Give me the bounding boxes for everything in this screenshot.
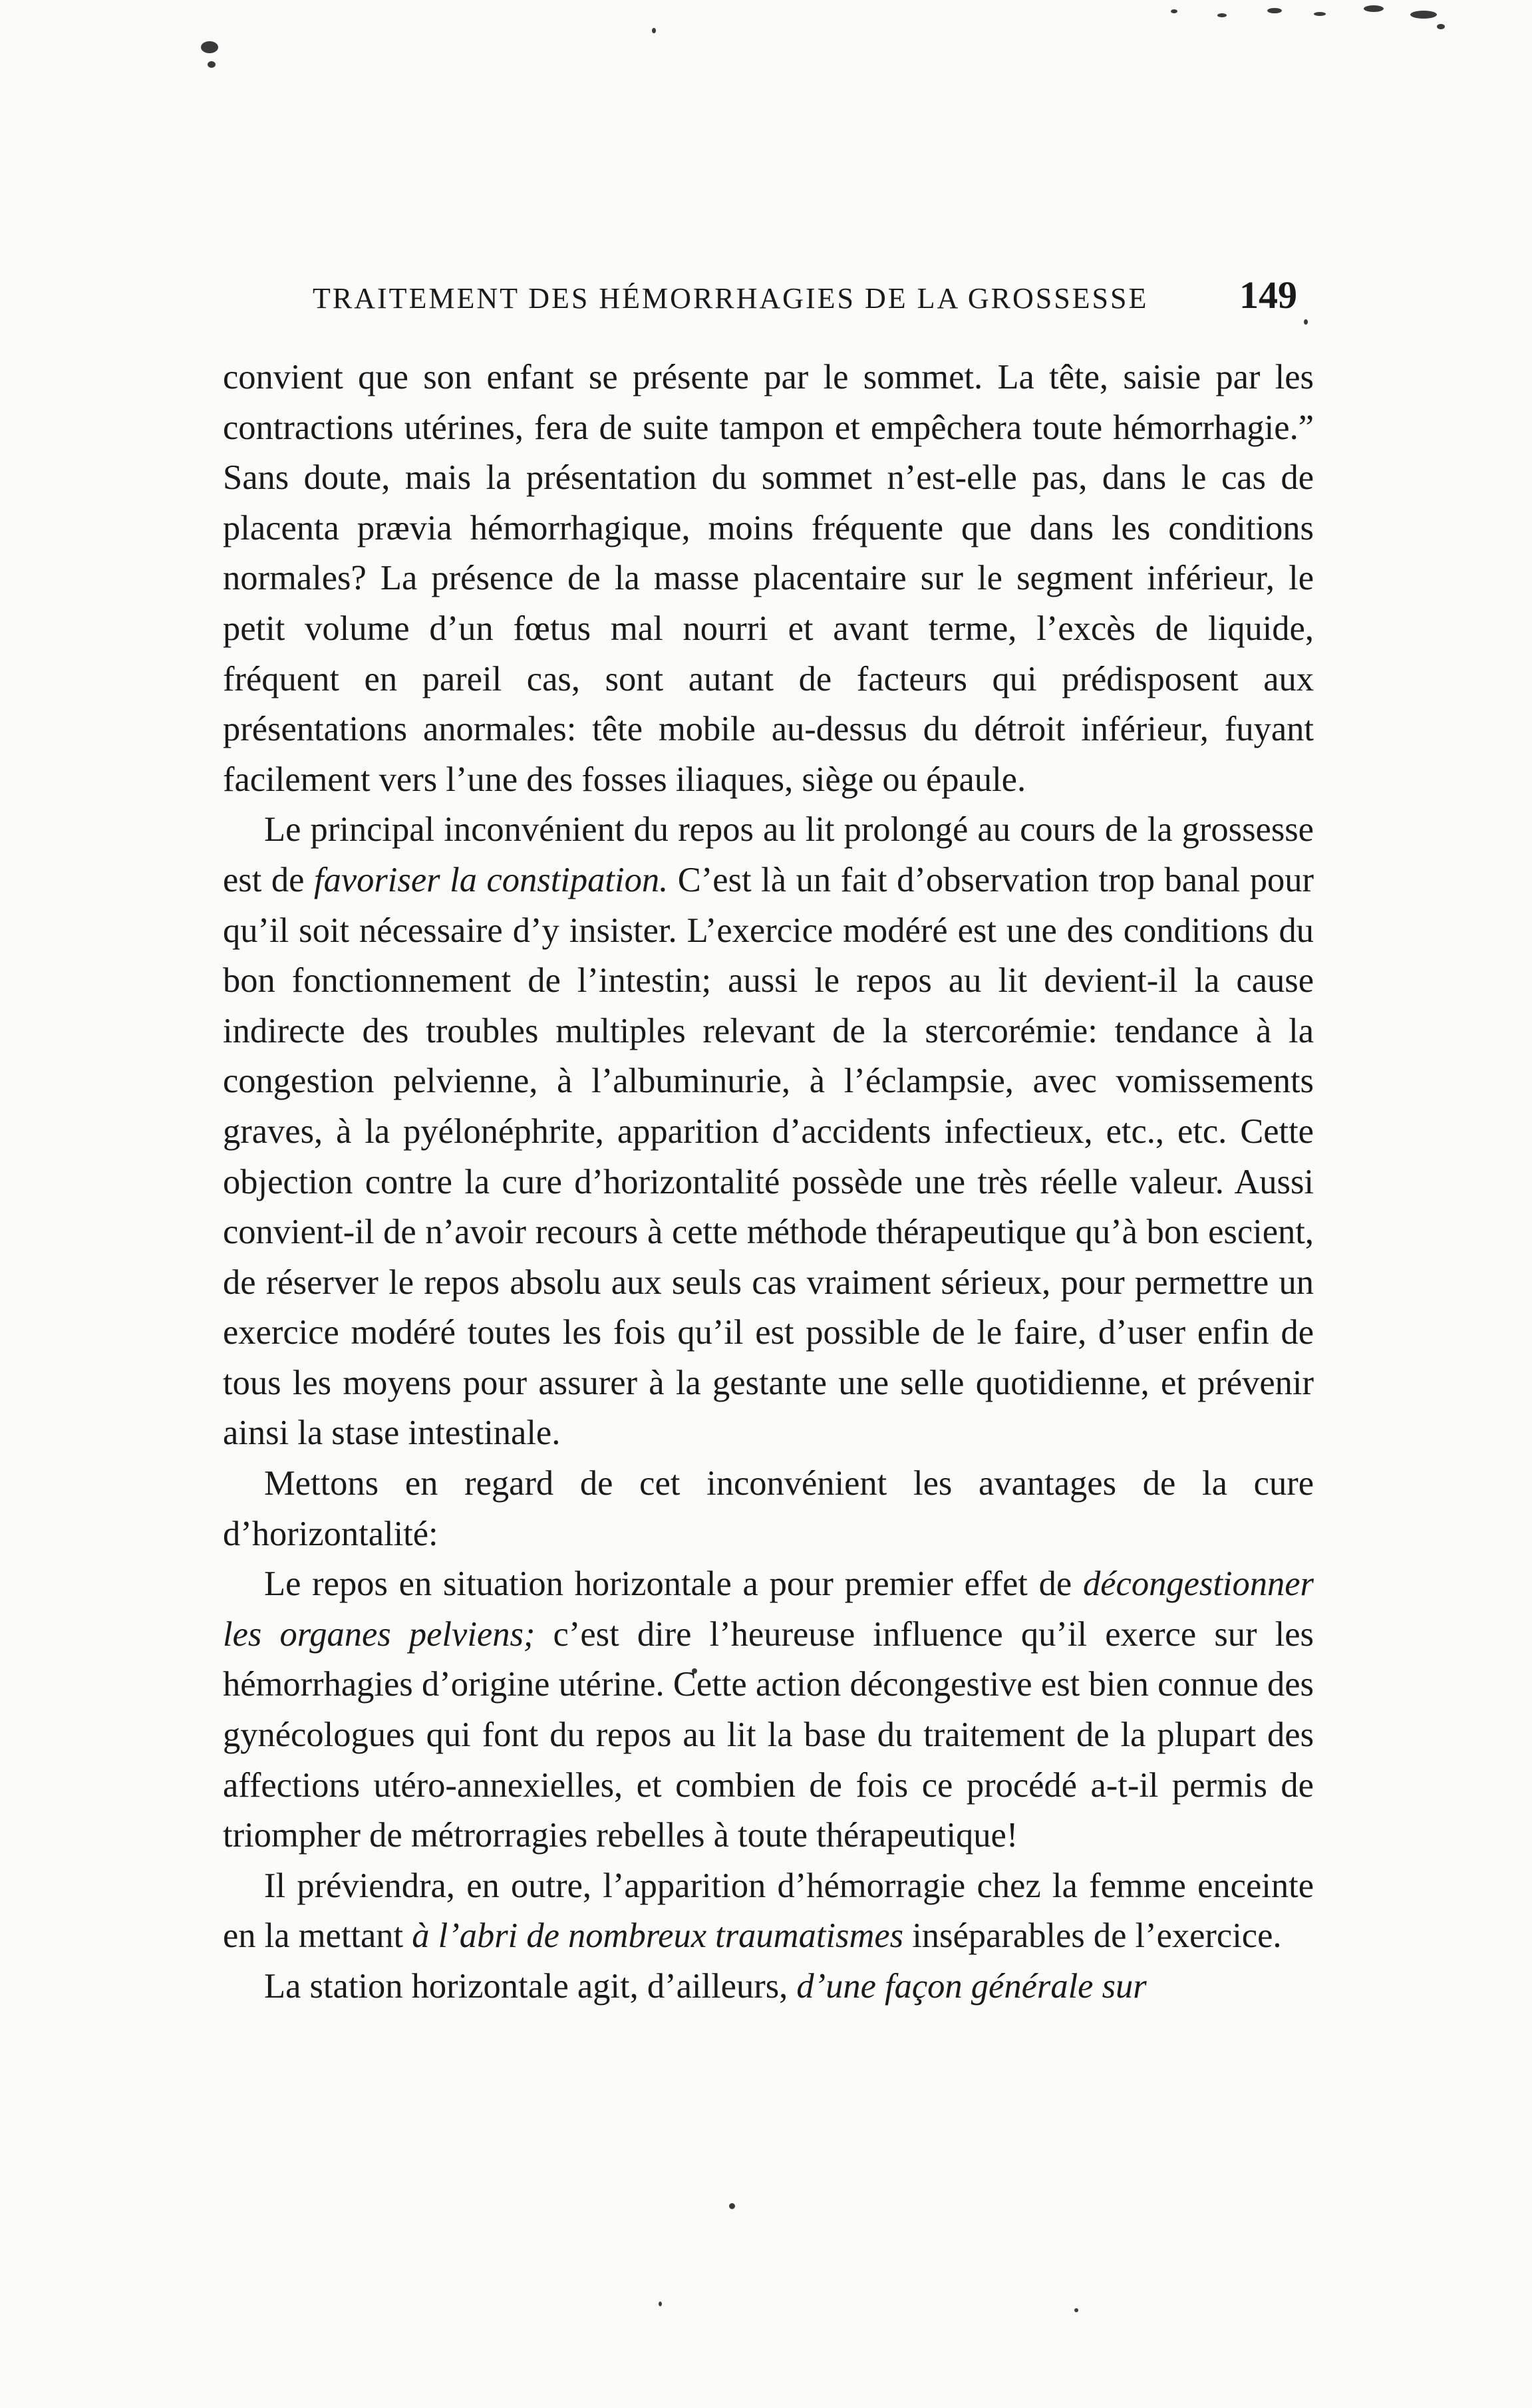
scan-speck <box>208 61 216 68</box>
paragraph <box>223 1559 1314 1861</box>
scan-speck <box>201 41 218 53</box>
running-title: TRAITEMENT DES HÉMORRHAGIES DE LA GROSSESSE <box>313 282 1149 315</box>
running-head <box>313 273 1297 317</box>
scan-speck <box>1410 11 1437 19</box>
paragraph <box>223 1459 1314 1559</box>
scan-speck <box>1437 24 1445 29</box>
text-segment: inséparables de l’exercice. <box>903 1916 1282 1956</box>
scan-speck <box>729 2203 735 2209</box>
text-segment: Il préviendra, en outre, l’apparition d’hémorragie chez la femme enceinte en la mettant <box>223 1866 1314 1956</box>
page-number: 149 <box>1239 273 1297 317</box>
italic-segment: favoriser la constipation. <box>313 860 669 899</box>
text-segment: Mettons en regard de cet inconvénient les avantages de la cure d’horizontalité: <box>223 1464 1314 1553</box>
scan-speck <box>659 2302 662 2306</box>
paragraph <box>223 1861 1314 1962</box>
text-segment: C’est là un fait d’observation trop banal pour qu’il soit nécessaire d’y insister. L’exercice modéré est une des conditions du bon fonctionnement de l’intestin; aussi le repos au lit devient-il la cause indirecte des troubles multiples relevant de la stercorémie: tendance à la congestion pelvienne, à l’albuminurie, à l’éclampsie, avec vomissements graves, à la pyélonéphrite, apparition d’accidents infectieux, etc., etc. Cette objection contre la cure d’horizontalité possède une très réelle valeur. Aussi convient-il de n’avoir recours à cette méthode thérapeutique qu’à bon escient, de réserver le repos absolu aux seuls cas vraiment sérieux, pour permettre un exercice modéré toutes les fois qu’il est possible de le faire, d’user enfin de tous les moyens pour assurer à la gestante une selle quotidienne, et prévenir ainsi la stase intestinale. <box>223 860 1314 1453</box>
scan-speck <box>1304 319 1308 325</box>
text-segment: convient que son enfant se présente par le sommet. La tête, saisie par les contractions utérines, fera de suite tampon et empêchera toute hémorrhagie.” Sans doute, mais la présentation du sommet n’est-elle pas, dans le cas de placenta prævia hémorrhagique, moins fréquente que dans les conditions normales? La présence de la masse placentaire sur le segment inférieur, le petit volume d’un fœtus mal nourri et avant terme, l’excès de liquide, fréquent en pareil cas, sont autant de facteurs qui prédisposent aux présentations anormales: tête mobile au-dessus du détroit inférieur, fuyant facilement vers l’une des fosses iliaques, siège ou épaule. <box>223 358 1314 799</box>
scan-speck <box>1267 8 1282 13</box>
text-segment: Le principal inconvénient du repos au lit prolongé au cours de la grossesse est de <box>223 810 1314 899</box>
body-text <box>223 353 1314 2012</box>
scan-speck <box>1314 12 1326 16</box>
text-segment: Le repos en situation horizontale a pour premier effet de <box>264 1565 1083 1604</box>
scan-speck <box>1364 5 1384 12</box>
scan-speck <box>1217 13 1227 17</box>
paragraph <box>223 805 1314 1459</box>
scan-speck <box>652 28 656 33</box>
italic-segment: d’une façon générale sur <box>796 1967 1147 2006</box>
text-segment: La station horizontale agit, d’ailleurs, <box>264 1967 797 2006</box>
italic-segment: décongestionner les organes pelviens; <box>223 1565 1314 1654</box>
italic-segment: à l’abri de nombreux traumatismes <box>412 1916 904 1956</box>
text-segment: c’est dire l’heureuse influence qu’il exerce sur les hémorrhagies d’origine utérine. Cette action décongestive est bien connue des gynécologues qui font du repos au lit la base du traitement de la plupart des affections utéro-annexielles, et combien de fois ce procédé a-t-il permis de triompher de métrorragies rebelles à toute thérapeutique! <box>223 1614 1314 1855</box>
scan-speck <box>1171 9 1177 13</box>
paragraph <box>223 353 1314 805</box>
scan-speck <box>1074 2308 1078 2312</box>
paragraph <box>223 1962 1314 2012</box>
